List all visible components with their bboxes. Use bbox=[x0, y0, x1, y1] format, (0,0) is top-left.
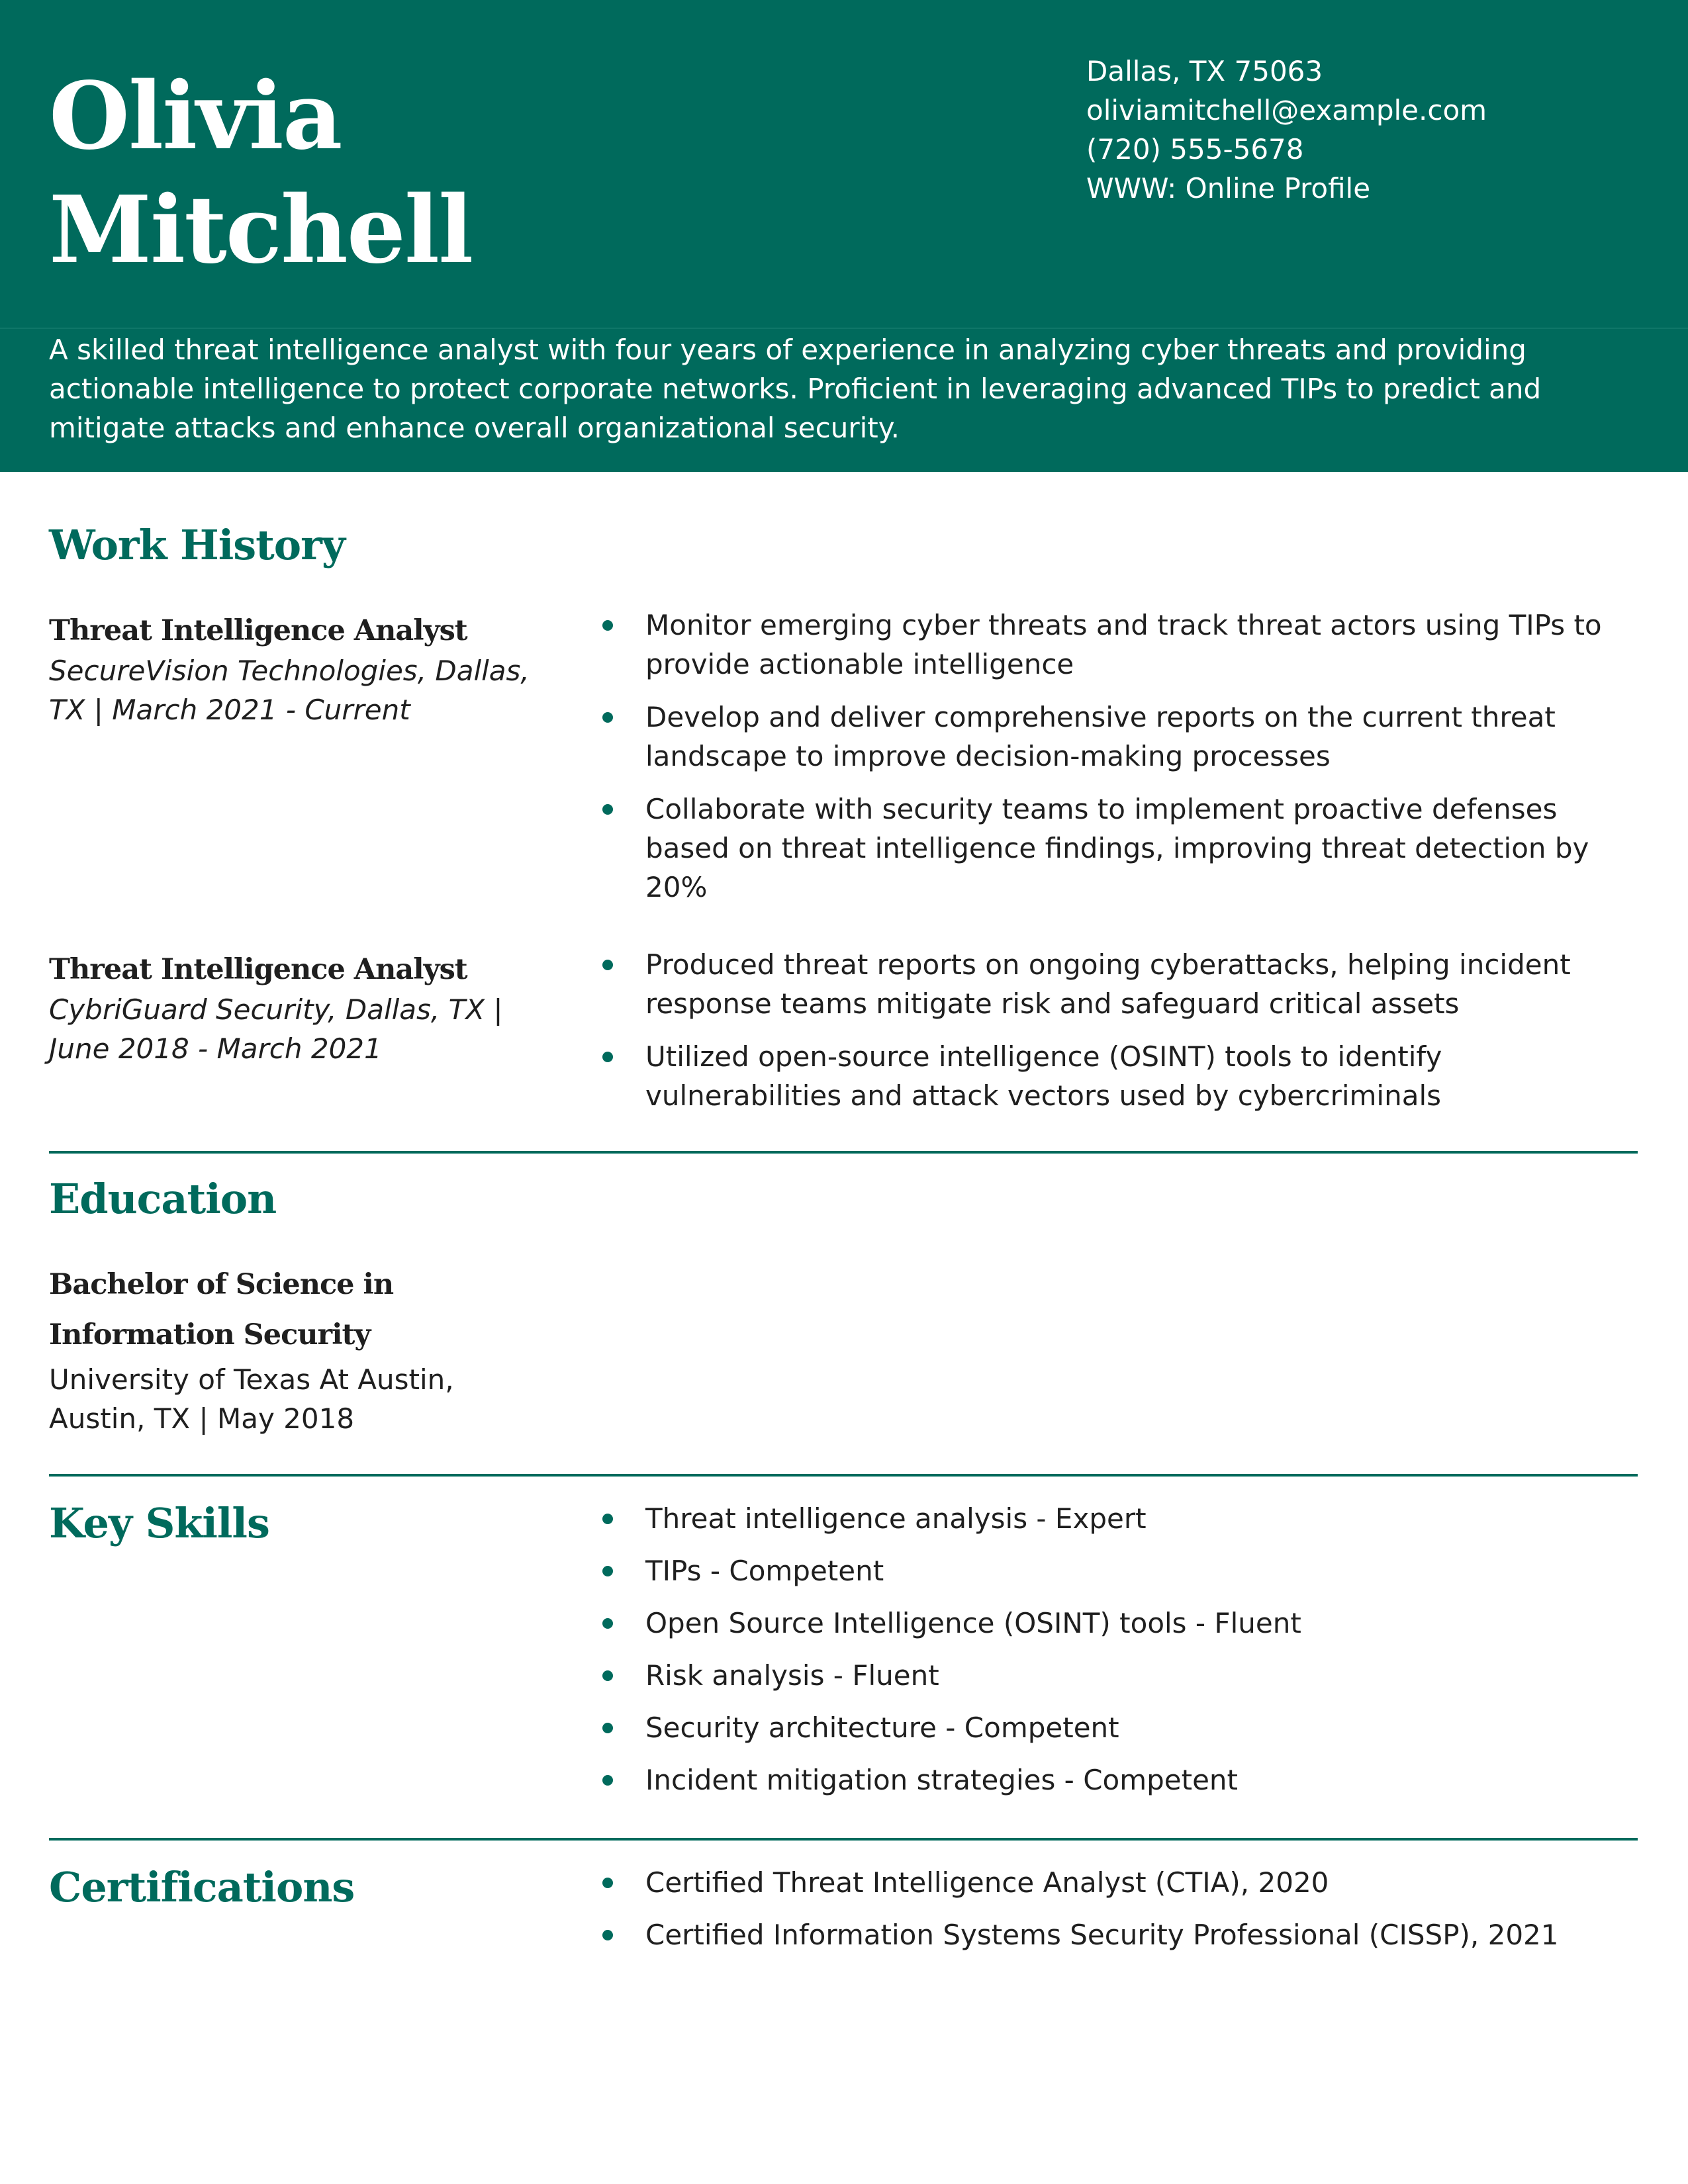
list-item: Certified Information Systems Security Professional (CISSP), 2021 bbox=[602, 1915, 1635, 1954]
contact-phone[interactable]: (720) 555-5678 bbox=[1086, 133, 1304, 165]
list-item: Monitor emerging cyber threats and track threat actors using TIPs to provide actionable intelligence bbox=[602, 606, 1635, 684]
section-divider bbox=[49, 1474, 1638, 1477]
school-line-1: University of Texas At Austin, bbox=[49, 1363, 454, 1396]
bullet-dot-icon bbox=[602, 712, 613, 723]
job-2-bullets bbox=[602, 945, 1635, 1129]
job-1-location-dates: , Dallas, TX | March 2021 - Current bbox=[49, 655, 530, 726]
bullet-dot-icon bbox=[602, 620, 613, 631]
bullet-dot-icon bbox=[602, 960, 613, 970]
bullet-dot-icon bbox=[602, 1670, 613, 1681]
degree-line-2: Information Security bbox=[49, 1318, 371, 1351]
bullet-dot-icon bbox=[602, 1514, 613, 1524]
contact-email[interactable]: oliviamitchell@example.com bbox=[1086, 94, 1487, 126]
bullet-dot-icon bbox=[602, 1775, 613, 1786]
list-item: Security architecture - Competent bbox=[602, 1708, 1635, 1747]
education-entry bbox=[49, 1259, 552, 1438]
job-2-meta bbox=[49, 990, 552, 1068]
list-item: Threat intelligence analysis - Expert bbox=[602, 1499, 1635, 1538]
bullet-dot-icon bbox=[602, 1566, 613, 1576]
candidate-name bbox=[49, 60, 472, 287]
job-2-title: Threat Intelligence Analyst bbox=[49, 953, 467, 986]
bullet-dot-icon bbox=[602, 1878, 613, 1888]
job-1-bullets bbox=[602, 606, 1635, 921]
section-title-work-history: Work History bbox=[49, 521, 345, 569]
job-1-info bbox=[49, 610, 552, 729]
section-title-education: Education bbox=[49, 1175, 277, 1223]
list-item: Incident mitigation strategies - Competent bbox=[602, 1760, 1635, 1799]
section-divider bbox=[49, 1838, 1638, 1841]
school-line-2: Austin, TX | May 2018 bbox=[49, 1402, 355, 1435]
bullet-dot-icon bbox=[602, 1930, 613, 1940]
bullet-dot-icon bbox=[602, 1723, 613, 1733]
last-name: Mitchell bbox=[49, 176, 473, 285]
degree-line-1: Bachelor of Science in bbox=[49, 1268, 394, 1301]
list-item: Produced threat reports on ongoing cyberattacks, helping incident response teams mitigate risk and safeguard critical assets bbox=[602, 945, 1635, 1023]
professional-summary: A skilled threat intelligence analyst with four years of experience in analyzing cyber threats and providing actionable intelligence to protect corporate networks. Proficient in leveraging advanced TIPs to predict and mitigate attacks and enhance overall organizational security. bbox=[49, 334, 1542, 444]
bullet-dot-icon bbox=[602, 1052, 613, 1062]
bullet-dot-icon bbox=[602, 1618, 613, 1629]
list-item: Collaborate with security teams to implement proactive defenses based on threat intelligence findings, improving threat detection by 20% bbox=[602, 790, 1635, 907]
list-item: Certified Threat Intelligence Analyst (CTIA), 2020 bbox=[602, 1863, 1635, 1902]
contact-website[interactable]: WWW: Online Profile bbox=[1086, 172, 1371, 205]
bullet-dot-icon bbox=[602, 804, 613, 815]
job-2-location-dates: , Dallas, TX | June 2018 - March 2021 bbox=[49, 993, 503, 1065]
job-2-info bbox=[49, 949, 552, 1068]
first-name: Olivia bbox=[49, 62, 342, 171]
section-divider bbox=[49, 1151, 1638, 1154]
list-item: Utilized open-source intelligence (OSINT) tools to identify vulnerabilities and attack vectors used by cybercriminals bbox=[602, 1037, 1635, 1115]
job-1-meta bbox=[49, 651, 552, 729]
skills-list bbox=[602, 1499, 1635, 1813]
list-item: Open Source Intelligence (OSINT) tools - Fluent bbox=[602, 1604, 1635, 1643]
list-item: Develop and deliver comprehensive reports on the current threat landscape to improve decision-making processes bbox=[602, 698, 1635, 776]
certifications-list bbox=[602, 1863, 1635, 1968]
job-2-company: CybriGuard Security bbox=[49, 993, 328, 1026]
list-item: TIPs - Competent bbox=[602, 1551, 1635, 1590]
contact-info bbox=[1086, 52, 1487, 208]
section-title-certifications: Certifications bbox=[49, 1863, 355, 1911]
contact-location: Dallas, TX 75063 bbox=[1086, 55, 1323, 87]
job-1-company: SecureVision Technologies bbox=[49, 655, 418, 687]
list-item: Risk analysis - Fluent bbox=[602, 1656, 1635, 1695]
section-title-key-skills: Key Skills bbox=[49, 1499, 269, 1547]
job-1-title: Threat Intelligence Analyst bbox=[49, 614, 467, 647]
